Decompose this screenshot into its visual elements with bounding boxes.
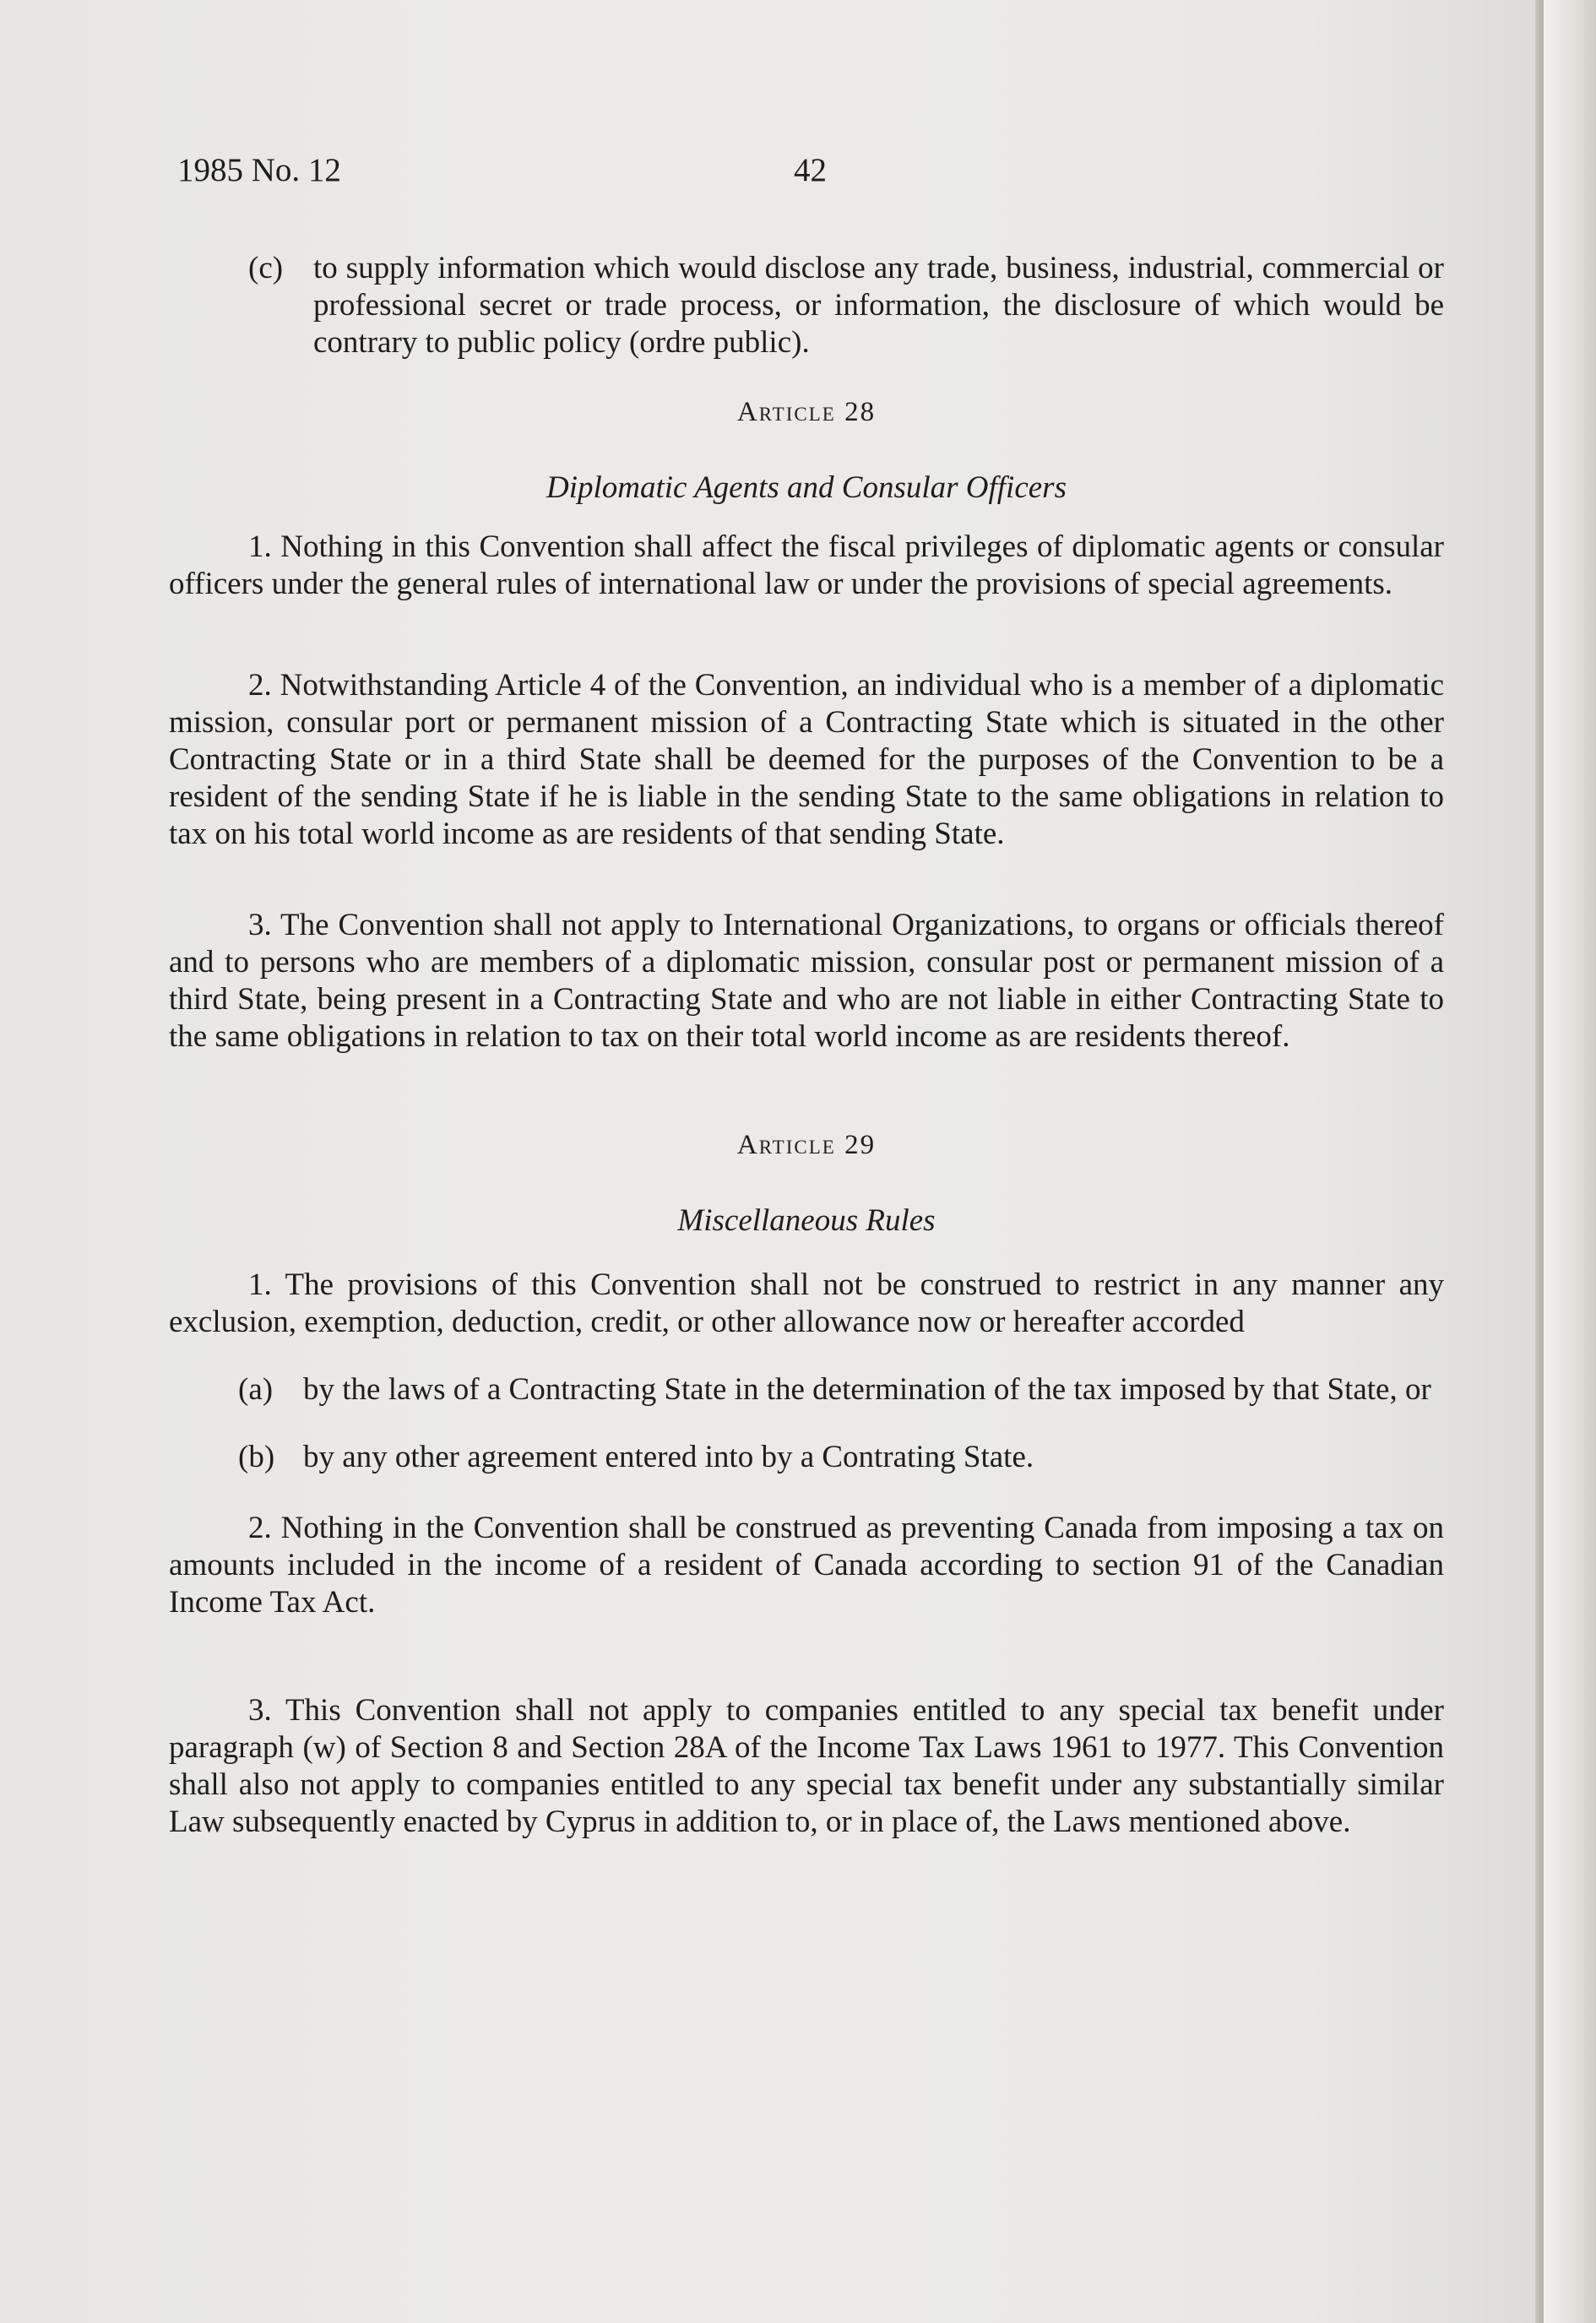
list-item-text: to supply information which would disclose any trade, business, industrial, commercial or professional secret or trade process, or information, the disclosure of which would be contrary to public policy (ordre public).	[313, 251, 1444, 360]
list-item-a	[238, 1371, 1444, 1408]
article-29-paragraph-1: 1. The provisions of this Convention shall not be construed to restrict in any manner any exclusion, exemption, deduction, credit, or other allowance now or hereafter accorded	[169, 1267, 1444, 1339]
list-item-b	[238, 1439, 1444, 1476]
article-29-paragraph-2: 2. Nothing in the Convention shall be construed as preventing Canada from imposing a tax on amounts included in the income of a resident of Canada according to section 91 of the Canadian Income Tax Act.	[169, 1511, 1444, 1620]
list-item-c	[248, 250, 1444, 361]
list-item-label: (a)	[238, 1372, 274, 1407]
article-28-paragraph-2: 2. Notwithstanding Article 4 of the Convention, an individual who is a member of a diplomatic mission, consular port or permanent mission of a Contracting State which is situated in the other Contracting State or in a third State shall be deemed for the purposes of the Convention to be a resident of the sending State if he is liable in the sending State to the same obligations in relation to tax on his total world income as are residents of that sending State.	[169, 668, 1444, 851]
article-29-paragraph-3: 3. This Convention shall not apply to companies entitled to any special tax benefit under paragraph (w) of Section 8 and Section 28A of the Income Tax Laws 1961 to 1977. This Convention shall also not apply to companies entitled to any special tax benefit under any substantially similar Law subsequently enacted by Cyprus in addition to, or in place of, the Laws mentioned above.	[169, 1693, 1444, 1839]
article-28-paragraph-3: 3. The Convention shall not apply to International Organizations, to organs or officials thereof and to persons who are members of a diplomatic mission, consular post or permanent mission of a third State, being present in a Contracting State and who are not liable in either Contracting State to the same obligations in relation to tax on their total world income as are residents thereof.	[169, 908, 1444, 1054]
article-28	[169, 393, 1444, 1056]
article-28-subheading: Diplomatic Agents and Consular Officers	[546, 470, 1067, 505]
document-body	[169, 250, 1444, 1841]
book-spine	[1544, 0, 1596, 2323]
article-29-heading: Article 29	[736, 1130, 877, 1160]
article-28-heading: Article 28	[736, 397, 877, 427]
article-28-paragraph-1: 1. Nothing in this Convention shall affect the fiscal privileges of diplomatic agents or consular officers under the general rules of international law or under the provisions of special agreements.	[169, 529, 1444, 601]
article-29-subheading: Miscellaneous Rules	[677, 1203, 936, 1238]
page-number: 42	[794, 152, 827, 188]
list-item-label: (c)	[248, 251, 284, 285]
page-edge	[1535, 0, 1544, 2323]
running-header-year-number: 1985 No. 12	[177, 152, 341, 188]
article-29	[169, 1126, 1444, 1841]
list-item-text: by any other agreement entered into by a Contrating State.	[303, 1440, 1034, 1474]
list-item-text: by the laws of a Contracting State in the determination of the tax imposed by that State, or	[303, 1372, 1431, 1407]
list-item-label: (b)	[238, 1440, 275, 1474]
